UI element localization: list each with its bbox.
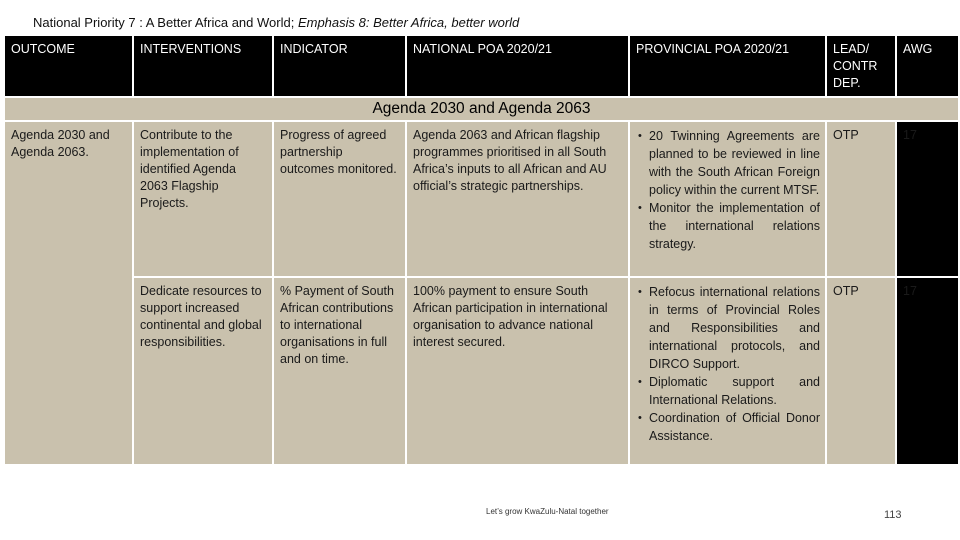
slide-title: [33, 15, 519, 30]
indicator-cell: Progress of agreed partnership outcomes monitored.: [273, 121, 406, 277]
indicator-cell: % Payment of South African contributions to international organisations in full and on time.: [273, 277, 406, 465]
header-provincial-poa: PROVINCIAL POA 2020/21: [629, 35, 826, 97]
list-item: • 20 Twinning Agreements are planned to be reviewed in line with the South African Foreign policy within the current MTSF.: [649, 127, 820, 199]
national-poa-cell: 100% payment to ensure South African participation in international organisation to advance national interest secured.: [406, 277, 629, 465]
header-outcome: OUTCOME: [4, 35, 133, 97]
awg-cell: 17: [896, 121, 959, 277]
header-national-poa: NATIONAL POA 2020/21: [406, 35, 629, 97]
provincial-poa-cell: [629, 277, 826, 465]
header-awg: AWG: [896, 35, 959, 97]
title-main: National Priority 7 : A Better Africa and World;: [33, 15, 298, 30]
title-emphasis: Emphasis 8: Better Africa, better world: [297, 15, 520, 30]
table-row: [4, 121, 959, 277]
list-item: • Diplomatic support and International Relations.: [649, 373, 820, 409]
outcome-cell: Agenda 2030 and Agenda 2063.: [4, 121, 133, 465]
table-header-row: [4, 35, 959, 97]
list-item: • Refocus international relations in terms of Provincial Roles and Responsibilities and international protocols, and DIRCO Support.: [649, 283, 820, 373]
provincial-poa-cell: [629, 121, 826, 277]
poa-table: [3, 34, 960, 466]
section-title: Agenda 2030 and Agenda 2063: [4, 97, 959, 121]
list-item: • Monitor the implementation of the international relations strategy.: [649, 199, 820, 253]
intervention-cell: Contribute to the implementation of identified Agenda 2063 Flagship Projects.: [133, 121, 273, 277]
lead-cell: OTP: [826, 121, 896, 277]
list-item: • Coordination of Official Donor Assistance.: [649, 409, 820, 445]
header-interventions: INTERVENTIONS: [133, 35, 273, 97]
provincial-poa-list: [636, 127, 820, 253]
provincial-poa-list: [636, 283, 820, 445]
awg-cell: 17: [896, 277, 959, 465]
header-lead: LEAD/ CONTR DEP.: [826, 35, 896, 97]
intervention-cell: Dedicate resources to support increased continental and global responsibilities.: [133, 277, 273, 465]
page-number: 113: [884, 509, 902, 521]
footer-tagline: Let’s grow KwaZulu-Natal together: [486, 507, 609, 516]
section-row: [4, 97, 959, 121]
header-indicator: INDICATOR: [273, 35, 406, 97]
national-poa-cell: Agenda 2063 and African flagship programmes prioritised in all South Africa’s inputs to all African and AU official’s strategic partnerships.: [406, 121, 629, 277]
lead-cell: OTP: [826, 277, 896, 465]
table-row: [4, 277, 959, 465]
